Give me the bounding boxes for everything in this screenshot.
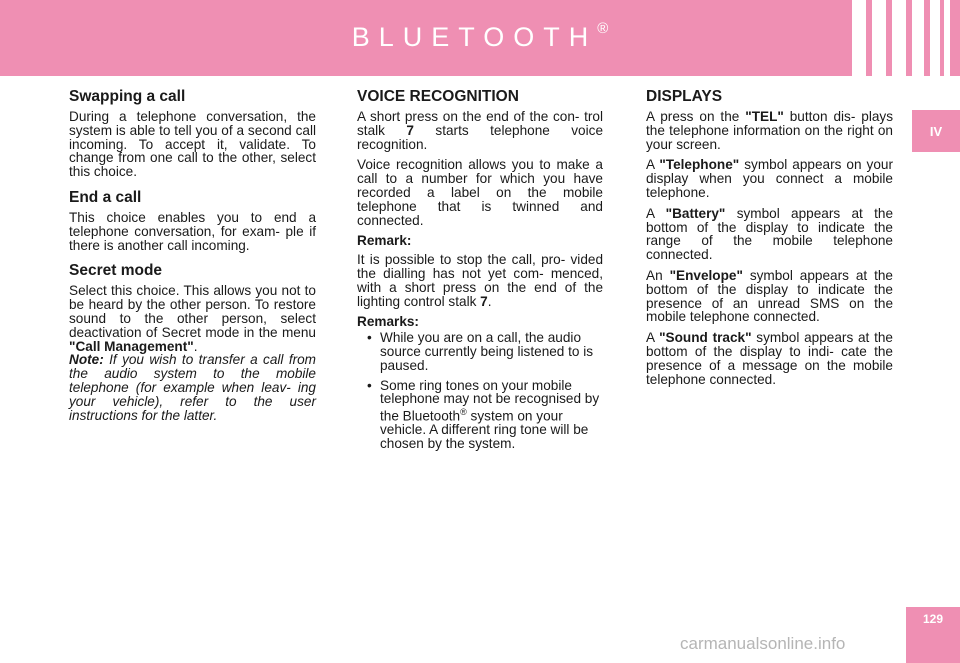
note-text: Note: If you wish to transfer a call from the audio system to the mobile telephone (for example when leav- ing your vehicle), refer to the user instructions for the latter. (69, 352, 317, 423)
swapping-heading: Swapping a call (69, 88, 186, 105)
secret-mode-text: Select this choice. This allows you not to be heard by the other person. To restore sound to the other person, select deactivation of Secret mode in the menu "Call Management". (69, 283, 316, 354)
remark-text: It is possible to stop the call, pro- vided the dialling has not yet com- menced, with a short press on the end of the lighting control stalk 7. (357, 252, 603, 309)
header-stripe (872, 0, 886, 76)
displays-p2: A "Telephone" symbol appears on your display when you connect a mobile telephone. (646, 157, 893, 200)
chapter-tab: IV (912, 110, 960, 152)
header-stripe (930, 0, 940, 76)
registered-mark: ® (597, 20, 609, 37)
voice-p2: Voice recognition allows you to make a call to a number for which you have recorded a label on the mobile telephone that is twinned and connected. (357, 157, 603, 228)
remark-label: Remark: (357, 233, 412, 249)
remarks-list (367, 331, 603, 451)
bullet-icon: • (367, 377, 372, 393)
end-call-text: This choice enables you to end a telephone conversation, for exam- ple if there is another call incoming. (69, 209, 316, 253)
displays-heading: DISPLAYS (646, 88, 723, 105)
header-stripe (852, 0, 866, 76)
voice-p1: A short press on the end of the con- trol stalk 7 starts telephone voice recognition. (357, 109, 603, 152)
list-item: • Some ring tones on your mobile telephone may not be recognised by the Bluetooth® system on your vehicle. A different ring tone will be chosen by the system. (367, 377, 600, 452)
header-stripe (944, 0, 950, 76)
page-title: BLUETOOTH® (351, 20, 609, 52)
header-stripe (892, 0, 906, 76)
voice-recognition-heading: VOICE RECOGNITION (357, 88, 519, 105)
column-displays (646, 88, 893, 393)
call-management-menu: "Call Management" (69, 338, 194, 354)
column-calls (69, 88, 316, 429)
registered-mark: ® (460, 407, 467, 418)
displays-p3: A "Battery" symbol appears at the bottom of the display to indicate the range of the mobile telephone connected. (646, 205, 894, 263)
header-stripe (912, 0, 924, 76)
list-item: • While you are on a call, the audio source currently being listened to is paused. (367, 330, 594, 373)
page-header (0, 0, 960, 76)
secret-mode-heading: Secret mode (69, 262, 163, 280)
note-label: Note: (69, 352, 104, 368)
displays-p1: A press on the "TEL" button dis- plays the telephone information on the right on your screen. (646, 109, 894, 152)
remarks-label: Remarks: (357, 314, 419, 330)
displays-p5: A "Sound track" symbol appears at the bottom of the display to indi- cate the presence of a message on the mobile telephone connected. (646, 330, 893, 387)
watermark-text: carmanualsonline.info (680, 634, 846, 653)
end-call-heading: End a call (69, 188, 142, 206)
page-number: 129 (906, 607, 960, 663)
displays-p4: An "Envelope" symbol appears at the bottom of the display to indicate the presence of an unread SMS on the mobile telephone connected. (646, 267, 893, 325)
bullet-icon: • (367, 330, 372, 346)
column-voice-recognition (357, 88, 603, 457)
swapping-text: During a telephone conversation, the system is able to tell you of a second call incoming. To accept it, validate. To change from one call to the other, select this choice. (69, 109, 316, 180)
